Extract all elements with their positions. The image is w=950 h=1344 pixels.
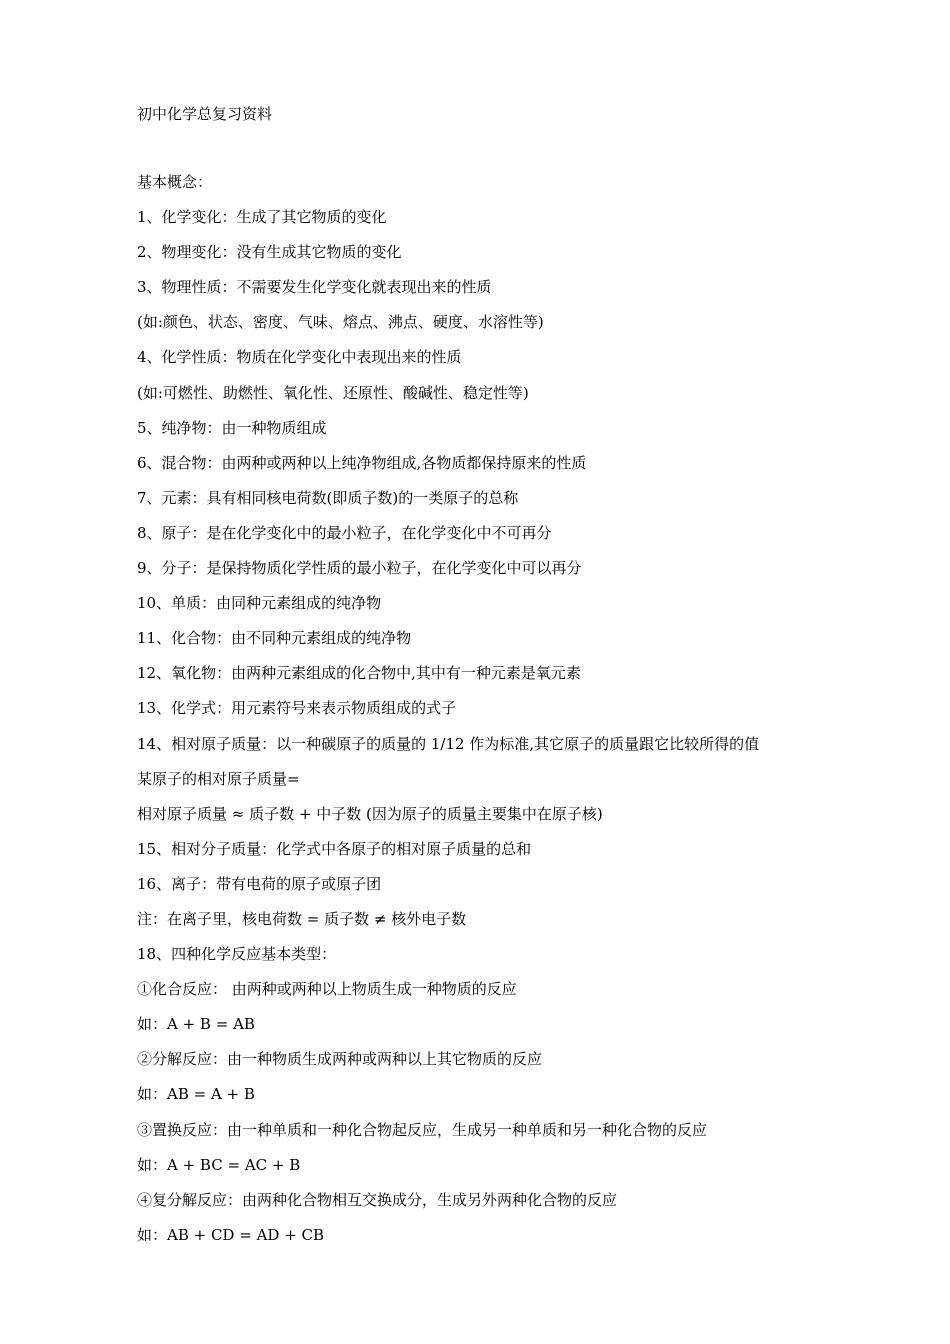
text-line: 注：在离子里，核电荷数 = 质子数 ≠ 核外电子数 (137, 909, 467, 928)
text-line: 某原子的相对原子质量= (137, 769, 300, 788)
text-line: 4、化学性质：物质在化学变化中表现出来的性质 (137, 348, 462, 367)
text-line: ②分解反应：由一种物质生成两种或两种以上其它物质的反应 (137, 1050, 543, 1069)
text-line: 11、化合物：由不同种元素组成的纯净物 (137, 629, 412, 648)
text-line: 10、单质：由同种元素组成的纯净物 (137, 594, 382, 613)
text-line: 9、分子：是保持物质化学性质的最小粒子，在化学变化中可以再分 (137, 559, 582, 578)
text-line: 如：A + BC = AC + B (137, 1155, 301, 1174)
document-body (137, 171, 897, 1259)
text-line: 基本概念： (137, 173, 213, 191)
text-line: 如：AB + CD = AD + CB (137, 1225, 325, 1244)
text-line: 15、相对分子质量：化学式中各原子的相对原子质量的总和 (137, 839, 532, 858)
text-line: 3、物理性质：不需要发生化学变化就表现出来的性质 (137, 278, 492, 297)
text-line: 16、离子：带有电荷的原子或原子团 (137, 874, 382, 893)
text-line: 14、相对原子质量：以一种碳原子的质量的 1/12 作为标准,其它原子的质量跟它比较所得的值 (137, 734, 760, 753)
text-line: ①化合反应： 由两种或两种以上物质生成一种物质的反应 (137, 980, 517, 999)
text-line: 5、纯净物：由一种物质组成 (137, 418, 327, 437)
text-line: 1、化学变化：生成了其它物质的变化 (137, 208, 387, 227)
text-line: 12、氧化物：由两种元素组成的化合物中,其中有一种元素是氧元素 (137, 664, 581, 683)
text-line: ③置换反应：由一种单质和一种化合物起反应，生成另一种单质和另一种化合物的反应 (137, 1120, 708, 1139)
text-line: 相对原子质量 ≈ 质子数 + 中子数 (因为原子的质量主要集中在原子核) (137, 804, 603, 823)
text-line: 13、化学式：用元素符号来表示物质组成的式子 (137, 699, 457, 718)
text-line: 如：A + B = AB (137, 1015, 255, 1034)
text-line: 8、原子：是在化学变化中的最小粒子，在化学变化中不可再分 (137, 523, 552, 542)
text-line: 7、元素：具有相同核电荷数(即质子数)的一类原子的总称 (137, 488, 519, 507)
text-line: 18、四种化学反应基本类型： (137, 945, 337, 964)
text-line: ④复分解反应：由两种化合物相互交换成分，生成另外两种化合物的反应 (137, 1190, 618, 1209)
document-title: 初中化学总复习资料 (137, 105, 273, 123)
text-line: (如:颜色、状态、密度、气味、熔点、沸点、硬度、水溶性等) (137, 313, 544, 332)
text-line: 6、混合物：由两种或两种以上纯净物组成,各物质都保持原来的性质 (137, 453, 587, 472)
text-line: 如：AB = A + B (137, 1085, 255, 1104)
text-line: 2、物理变化：没有生成其它物质的变化 (137, 243, 402, 262)
text-line: (如:可燃性、助燃性、氧化性、还原性、酸碱性、稳定性等) (137, 383, 529, 402)
